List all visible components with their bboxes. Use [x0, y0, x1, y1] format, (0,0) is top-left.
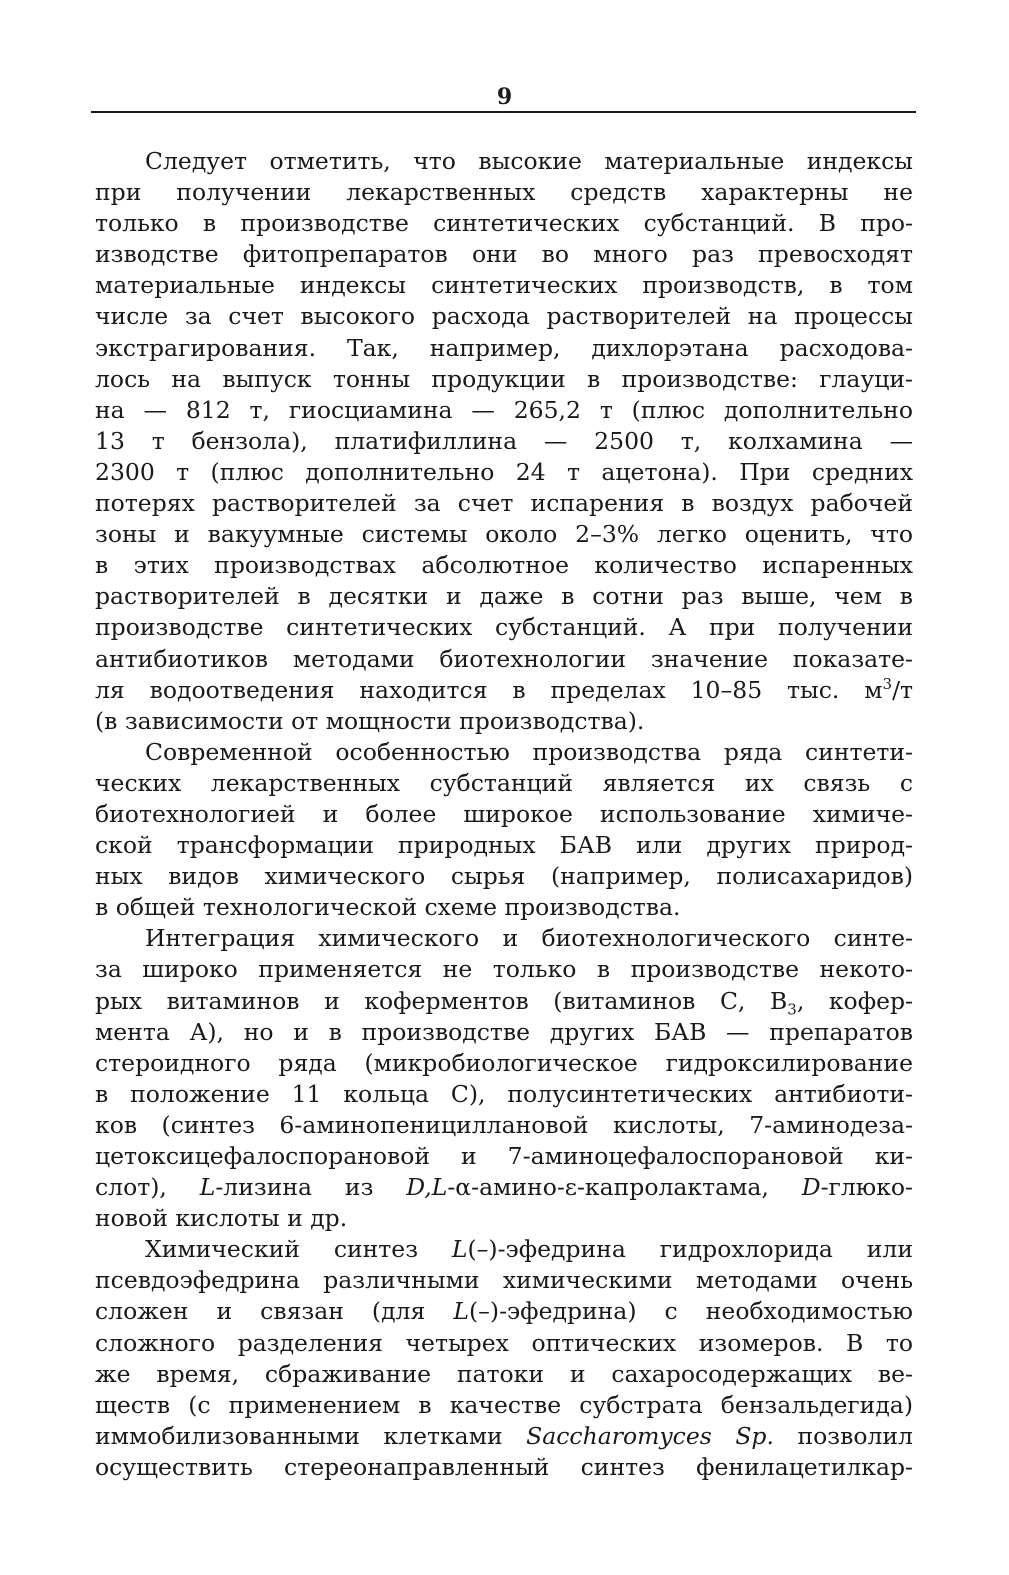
text-line: лось на выпуск тонны продукции в производстве: глауци-	[95, 364, 913, 393]
text-line: ческих лекарственных субстанций является их связь с	[95, 768, 913, 797]
paragraph-4	[95, 1234, 913, 1483]
body-text	[95, 146, 913, 1483]
text-line: в этих производствах абсолютное количество испаренных	[95, 551, 913, 580]
text-segment: /т	[892, 675, 913, 704]
text-line: ществ (с применением в качестве субстрата бензальдегида)	[95, 1390, 913, 1419]
text-segment: Химический синтез	[145, 1235, 452, 1264]
text-line: 2300 т (плюс дополнительно 24 т ацетона). При средних	[95, 457, 913, 486]
text-line: изводстве фитопрепаратов они во много раз превосходят	[95, 240, 913, 269]
text-line: сложного разделения четырех оптических изомеров. В то	[95, 1328, 913, 1357]
text-segment: (–)-эфедрина) с необходимостью	[468, 1297, 913, 1326]
text-segment: иммобилизованными клетками	[95, 1421, 527, 1450]
text-line	[95, 675, 913, 706]
text-segment: -лизина из	[215, 1173, 407, 1202]
text-line: ской трансформации природных БАВ или других природ-	[95, 831, 913, 860]
text-line: Интеграция химического и биотехнологического синте-	[145, 924, 913, 953]
italic-segment: D,L	[406, 1173, 448, 1202]
text-line	[95, 1421, 913, 1452]
paragraph-1	[95, 146, 913, 737]
text-line: антибиотиков методами биотехнологии значение показате-	[95, 644, 913, 673]
text-segment: позволил	[773, 1421, 913, 1450]
text-line: Следует отметить, что высокие материальные индексы	[145, 147, 913, 175]
text-line: экстрагирования. Так, например, дихлорэтана расходова-	[95, 333, 913, 362]
text-line: в положение 11 кольца С), полусинтетических антибиоти-	[95, 1079, 913, 1108]
text-line: осуществить стереонаправленный синтез фенилацетилкар-	[95, 1452, 913, 1481]
text-line: псевдоэфедрина различными химическими методами очень	[95, 1266, 913, 1295]
text-segment: , кофер-	[796, 986, 913, 1015]
text-line: (в зависимости от мощности производства).	[95, 706, 645, 735]
italic-segment: L	[453, 1297, 469, 1326]
text-line: материальные индексы синтетических производств, в том	[95, 271, 913, 300]
text-line: зоны и вакуумные системы около 2–3% легко оценить, что	[95, 520, 913, 549]
text-line: Современной особенностью производства ряда синтети-	[145, 737, 913, 766]
italic-segment: Saccharomyces Sp.	[526, 1421, 774, 1450]
italic-segment: D	[801, 1173, 821, 1202]
paragraph-2	[95, 737, 913, 924]
text-line: мента А), но и в производстве других БАВ — препаратов	[95, 1017, 913, 1046]
text-line	[95, 986, 913, 1017]
paragraph-3	[95, 923, 913, 1234]
text-line: за широко применяется не только в производстве некото-	[95, 955, 913, 984]
superscript: 3	[882, 674, 893, 693]
text-segment: сложен и связан (для	[95, 1297, 454, 1326]
text-line: потерях растворителей за счет испарения в воздух рабочей	[95, 489, 913, 518]
text-segment: слот),	[95, 1173, 200, 1202]
text-line: растворителей в десятки и даже в сотни раз выше, чем в	[95, 582, 913, 611]
text-line: ков (синтез 6-аминопенициллановой кислоты, 7-аминодеза-	[95, 1110, 913, 1139]
italic-segment: L	[451, 1235, 468, 1264]
text-line: производстве синтетических субстанций. А при получении	[95, 613, 913, 642]
text-line: при получении лекарственных средств характерны не	[95, 178, 913, 207]
text-line: только в производстве синтетических субстанций. В про-	[95, 209, 913, 238]
text-line	[95, 1172, 913, 1203]
text-line: в общей технологической схеме производства.	[95, 893, 681, 922]
text-segment: -α-амино-ε-капролактама,	[447, 1173, 802, 1202]
text-line	[95, 1234, 913, 1265]
text-segment: (–)-эфедрина гидрохлорида или	[467, 1235, 913, 1264]
text-line: 13 т бензола), платифиллина — 2500 т, колхамина —	[95, 426, 913, 455]
text-line: стероидного ряда (микробиологическое гидроксилирование	[95, 1048, 913, 1077]
page-number: 9	[496, 84, 513, 110]
text-line: новой кислоты и др.	[95, 1204, 348, 1233]
text-line: ных видов химического сырья (например, полисахаридов)	[95, 862, 913, 891]
text-line: цетоксицефалоспорановой и 7-аминоцефалоспорановой ки-	[95, 1142, 913, 1170]
text-segment: ля водоотведения находится в пределах 10–85 тыс. м	[95, 675, 883, 704]
header-rule	[91, 111, 916, 113]
text-line: биотехнологией и более широкое использование химиче-	[95, 799, 913, 828]
text-segment: рых витаминов и коферментов (витаминов С, В	[95, 986, 788, 1015]
text-line: на — 812 т, гиосциамина — 265,2 т (плюс дополнительно	[95, 395, 913, 424]
text-line	[95, 1296, 913, 1327]
text-line: же время, сбраживание патоки и сахаросодержащих ве-	[95, 1359, 913, 1388]
text-segment: -глюко-	[820, 1173, 913, 1202]
text-line: числе за счет высокого расхода растворителей на процессы	[95, 302, 913, 331]
subscript: 3	[787, 1000, 797, 1017]
italic-segment: L	[199, 1173, 216, 1202]
